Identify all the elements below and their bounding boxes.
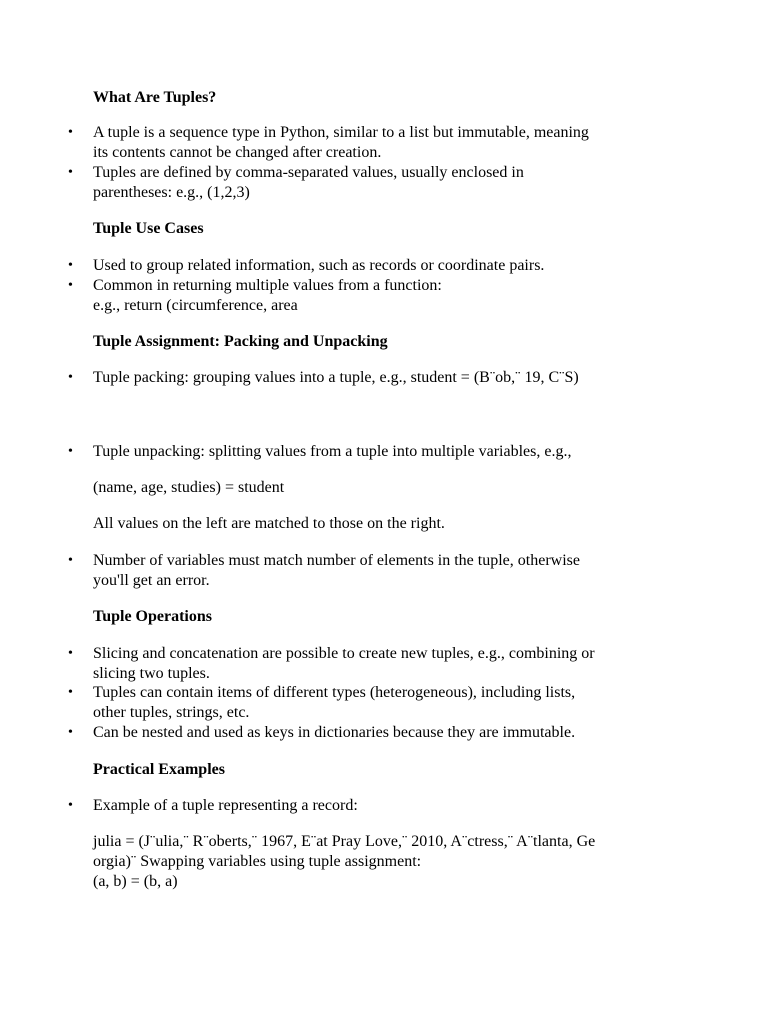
paragraph-line: (a, b) = (b, a) [93,873,178,890]
list-item-line: its contents cannot be changed after creation. [93,144,382,161]
paragraph-line: orgia)¨ Swapping variables using tuple assignment: [93,853,422,870]
list-item-line: A tuple is a sequence type in Python, similar to a list but immutable, meaning [93,124,589,141]
bullet-marker: • [68,725,73,740]
bullet-marker: • [68,165,73,180]
bullet-marker: • [68,444,73,459]
list-item-line: Number of variables must match number of elements in the tuple, otherwise [93,552,580,569]
list-item-line: e.g., return (circumference, area [93,297,298,314]
list-item-line: Example of a tuple representing a record: [93,797,358,814]
list-item-line: Tuples are defined by comma-separated values, usually enclosed in [93,164,524,181]
bullet-marker: • [68,258,73,273]
bullet-marker: • [68,646,73,661]
list-item-line: Common in returning multiple values from a function: [93,277,442,294]
list-item-line: Used to group related information, such as records or coordinate pairs. [93,257,545,274]
bullet-marker: • [68,798,73,813]
list-item-line: Slicing and concatenation are possible to create new tuples, e.g., combining or [93,645,595,662]
paragraph-line: julia = (J¨ulia,¨ R¨oberts,¨ 1967, E¨at Pray Love,¨ 2010, A¨ctress,¨ A¨tlanta, Ge [93,833,596,850]
heading-tuple-use-cases: Tuple Use Cases [93,220,204,237]
list-item-line: slicing two tuples. [93,665,210,682]
bullet-marker: • [68,553,73,568]
heading-what-are-tuples: What Are Tuples? [93,89,217,106]
bullet-marker: • [68,278,73,293]
list-item-line: Tuples can contain items of different types (heterogeneous), including lists, [93,684,576,701]
bullet-marker: • [68,685,73,700]
list-item-line: Tuple unpacking: splitting values from a tuple into multiple variables, e.g., [93,443,572,460]
list-item-line: parentheses: e.g., (1,2,3) [93,184,250,201]
heading-practical-examples: Practical Examples [93,761,225,778]
heading-tuple-assignment: Tuple Assignment: Packing and Unpacking [93,333,388,350]
paragraph: (name, age, studies) = student [93,479,285,496]
bullet-marker: • [68,370,73,385]
list-item-line: you'll get an error. [93,572,210,589]
bullet-marker: • [68,125,73,140]
list-item-line: Tuple packing: grouping values into a tuple, e.g., student = (B¨ob,¨ 19, C¨S) [93,369,579,386]
paragraph: All values on the left are matched to those on the right. [93,515,445,532]
heading-tuple-operations: Tuple Operations [93,608,212,625]
list-item-line: other tuples, strings, etc. [93,704,250,721]
list-item-line: Can be nested and used as keys in dictionaries because they are immutable. [93,724,576,741]
